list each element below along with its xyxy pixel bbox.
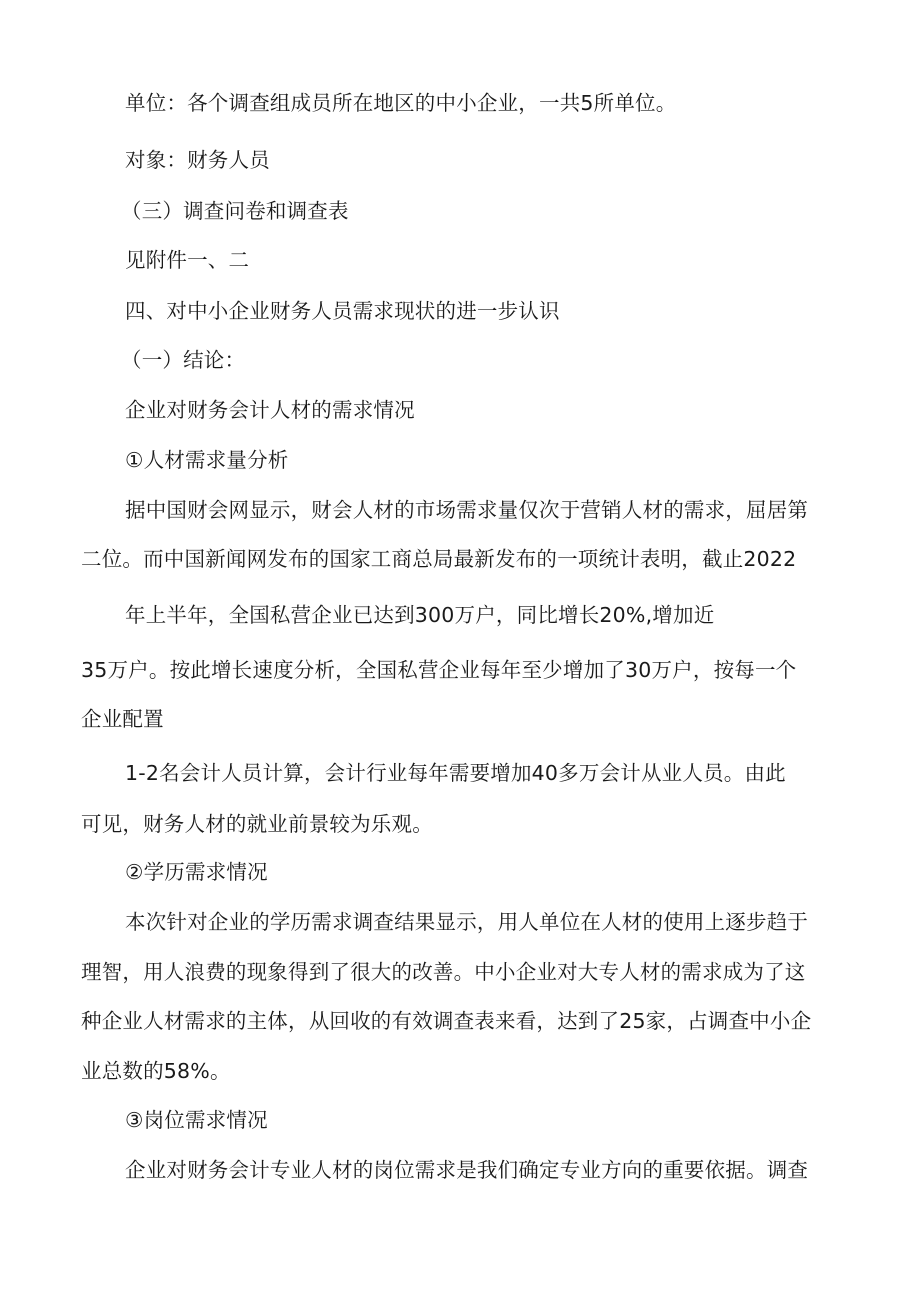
paragraph-text-line: 可见，财务人材的就业前景较为乐观。: [81, 812, 433, 836]
paragraph-demand-overview: 企业对财务会计人材的需求情况: [125, 398, 415, 422]
paragraph-text-line: 年上半年，全国私营企业已达到300万户，同比增长20%,增加近: [125, 603, 715, 627]
heading-conclusion: （一）结论：: [121, 348, 246, 372]
paragraph-text-line: 种企业人材需求的主体，从回收的有效调查表来看，达到了25家，占调查中小企: [81, 1009, 812, 1033]
paragraph-unit: 单位：各个调查组成员所在地区的中小企业，一共5所单位。: [125, 91, 677, 115]
heading-section-four: 四、对中小企业财务人员需求现状的进一步认识: [125, 299, 560, 323]
paragraph-text-line: 企业对财务会计专业人材的岗位需求是我们确定专业方向的重要依据。调查: [125, 1158, 809, 1182]
heading-survey-questionnaire: （三）调查问卷和调查表: [121, 199, 349, 223]
paragraph-text-line: 1-2名会计人员计算，会计行业每年需要增加40多万会计从业人员。由此: [125, 761, 786, 785]
paragraph-subject: 对象：财务人员: [125, 148, 270, 172]
heading-demand-quantity: ①人材需求量分析: [125, 448, 289, 472]
paragraph-text-line: 据中国财会网显示，财会人材的市场需求量仅次于营销人材的需求，屈居第: [125, 498, 809, 522]
paragraph-see-appendix: 见附件一、二: [125, 248, 250, 272]
paragraph-text-line: 二位。而中国新闻网发布的国家工商总局最新发布的一项统计表明，截止2022: [81, 547, 797, 571]
paragraph-text-line: 业总数的58%。: [81, 1059, 231, 1083]
heading-position-demand: ③岗位需求情况: [125, 1108, 268, 1132]
paragraph-text-line: 企业配置: [81, 707, 164, 731]
paragraph-text-line: 理智，用人浪费的现象得到了很大的改善。中小企业对大专人材的需求成为了这: [81, 960, 806, 984]
heading-education-demand: ②学历需求情况: [125, 860, 268, 884]
paragraph-text-line: 本次针对企业的学历需求调查结果显示，用人单位在人材的使用上逐步趋于: [125, 910, 809, 934]
paragraph-text-line: 35万户。按此增长速度分析，全国私营企业每年至少增加了30万户，按每一个: [81, 658, 797, 682]
